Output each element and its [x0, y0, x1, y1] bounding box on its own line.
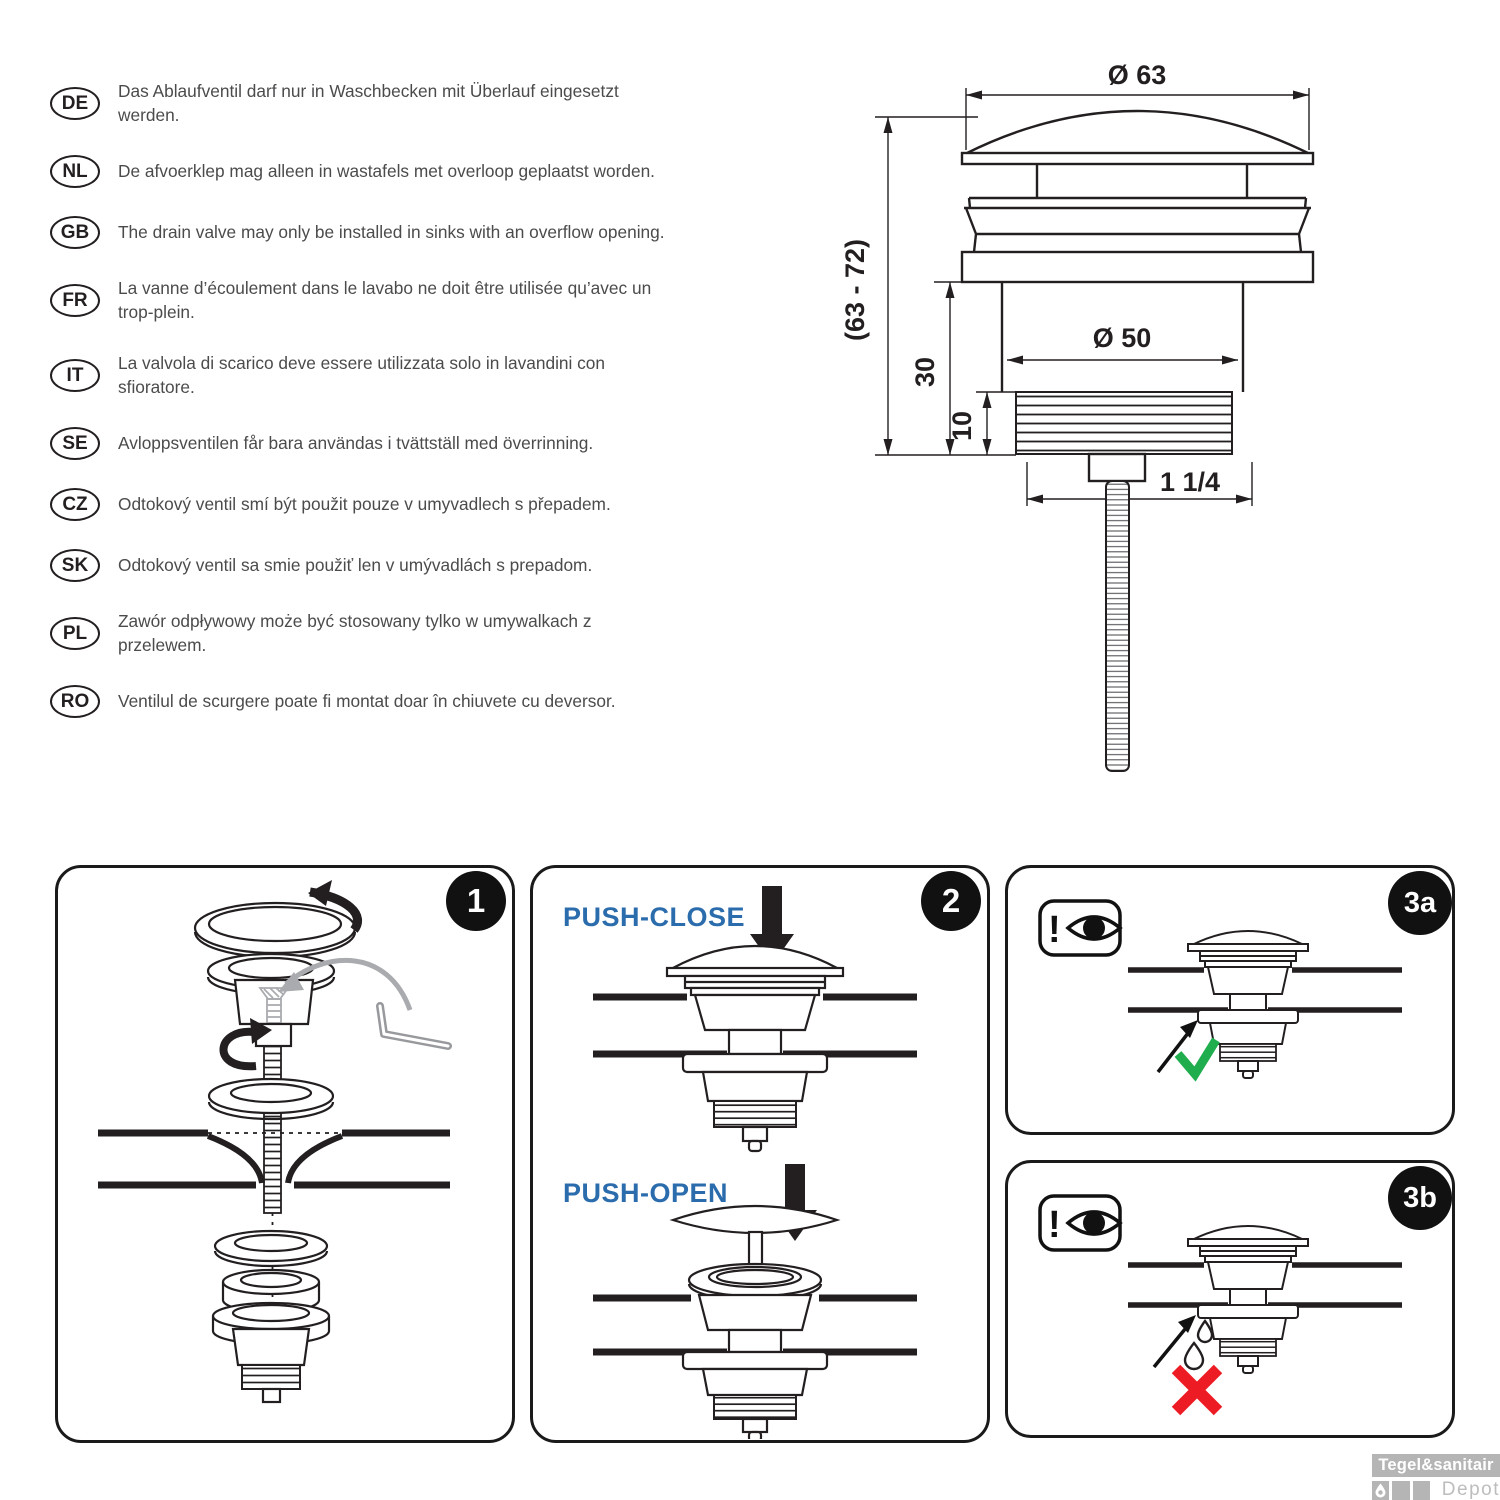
dim-body-diameter: Ø 50: [1092, 323, 1152, 353]
lang-row-sk: [50, 549, 730, 582]
lang-sk-badge: SK: [50, 549, 100, 582]
lang-row-nl: [50, 155, 730, 188]
eye-pupil: [1083, 917, 1105, 939]
valve-nut-block: [1089, 454, 1145, 481]
valve-closed-view: [593, 946, 917, 1151]
lang-gb-badge: GB: [50, 216, 100, 249]
valve-flange: [962, 252, 1313, 282]
panel-step-1: [55, 865, 515, 1443]
lang-row-it: [50, 352, 730, 399]
panel-step-3b: [1005, 1160, 1455, 1438]
lang-nl-badge: NL: [50, 155, 100, 188]
watermark-brand-text: Tegel&sanitair: [1372, 1454, 1500, 1477]
check-ok-icon: [1178, 1040, 1216, 1074]
panel-step-3a: [1005, 865, 1455, 1135]
push-operation-drawing: [533, 868, 986, 1439]
lang-pl-text: Zawór odpływowy może być stosowany tylko w umywalkach z przelewem.: [118, 611, 592, 655]
dim-thread-size: 1 1/4: [1159, 467, 1221, 497]
valve-technical-drawing: [830, 50, 1390, 790]
valve-outline: [962, 111, 1313, 771]
lang-de-badge: DE: [50, 87, 100, 120]
language-list: [50, 80, 730, 718]
lang-fr-text: La vanne d’écoulement dans le lavabo ne doit être utilisée qu’avec un trop-plein.: [118, 278, 652, 322]
lang-pl-badge: PL: [50, 617, 100, 650]
lang-row-fr: [50, 277, 730, 324]
bottom-nut: [213, 1303, 329, 1402]
visual-check-ok-drawing: [1008, 868, 1451, 1131]
allen-key-icon: [380, 1006, 448, 1046]
push-open-label: PUSH-OPEN: [563, 1178, 729, 1208]
cross-wrong-icon: [1176, 1369, 1218, 1411]
lang-row-ro: [50, 685, 730, 718]
lang-row-de: [50, 80, 730, 127]
exploded-view-drawing: [58, 868, 511, 1439]
alert-exclamation: !: [1048, 1204, 1061, 1246]
step-number-badge: 2: [921, 871, 981, 931]
lower-washer: [215, 1231, 327, 1266]
push-close-label: PUSH-CLOSE: [563, 902, 746, 932]
valve-open-view: [593, 1206, 917, 1439]
cap: [195, 903, 355, 957]
lang-ro-badge: RO: [50, 685, 100, 718]
eye-pupil: [1083, 1212, 1105, 1234]
valve-body-top: [964, 198, 1311, 252]
cap-dome: [673, 946, 837, 968]
water-drop-icon: [1372, 1481, 1389, 1500]
lang-ro-text: Ventilul de scurgere poate fi montat doar în chiuvete cu deversor.: [118, 690, 616, 711]
visual-check-leak-drawing: [1008, 1163, 1451, 1434]
cap-dome: [965, 111, 1310, 154]
lang-row-gb: [50, 216, 730, 249]
dim-cap-diameter: Ø 63: [1107, 60, 1167, 90]
lang-gb-text: The drain valve may only be installed in sinks with an overflow opening.: [118, 221, 665, 242]
watermark-sub-brand-text: Depot: [1441, 1479, 1500, 1500]
cap-stem: [1037, 164, 1247, 198]
step-number-badge: 1: [446, 871, 506, 931]
alert-exclamation: !: [1048, 909, 1061, 951]
threaded-rod: [264, 1044, 281, 1213]
brand-watermark: [1372, 1454, 1500, 1500]
watermark-row: [1372, 1479, 1500, 1500]
valve-threaded-rod: [1106, 481, 1129, 771]
lang-it-badge: IT: [50, 359, 100, 392]
lang-se-text: Avloppsventilen får bara användas i tvättställ med överrinning.: [118, 432, 594, 453]
dim-total-height: (63 - 72): [840, 238, 870, 342]
lang-nl-text: De afvoerklep mag alleen in wastafels met overloop geplaatst worden.: [118, 160, 655, 181]
lang-row-pl: [50, 610, 730, 657]
dim-thread-height: 10: [947, 410, 977, 442]
dim-body-height: 30: [910, 356, 940, 388]
lang-se-badge: SE: [50, 427, 100, 460]
lang-row-se: [50, 427, 730, 460]
lang-it-text: La valvola di scarico deve essere utilizzata solo in lavandini con sfioratore.: [118, 353, 606, 397]
lang-cz-badge: CZ: [50, 488, 100, 521]
lang-de-text: Das Ablaufventil darf nur in Waschbecken mit Überlauf eingesetzt werden.: [118, 81, 619, 125]
cap-plate: [962, 153, 1313, 164]
step-number-badge: 3a: [1388, 871, 1452, 935]
lang-fr-badge: FR: [50, 284, 100, 317]
step-number-badge: 3b: [1388, 1166, 1452, 1230]
lang-row-cz: [50, 488, 730, 521]
valve-thread-block: [1016, 392, 1232, 454]
watermark-square: [1392, 1481, 1409, 1500]
upper-washer: [209, 1079, 333, 1119]
lang-sk-text: Odtokový ventil sa smie použiť len v umývadlách s prepadom.: [118, 554, 593, 575]
watermark-square: [1413, 1481, 1430, 1500]
panel-step-2: [530, 865, 990, 1443]
lang-cz-text: Odtokový ventil smí být použit pouze v umyvadlech s přepadem.: [118, 493, 611, 514]
